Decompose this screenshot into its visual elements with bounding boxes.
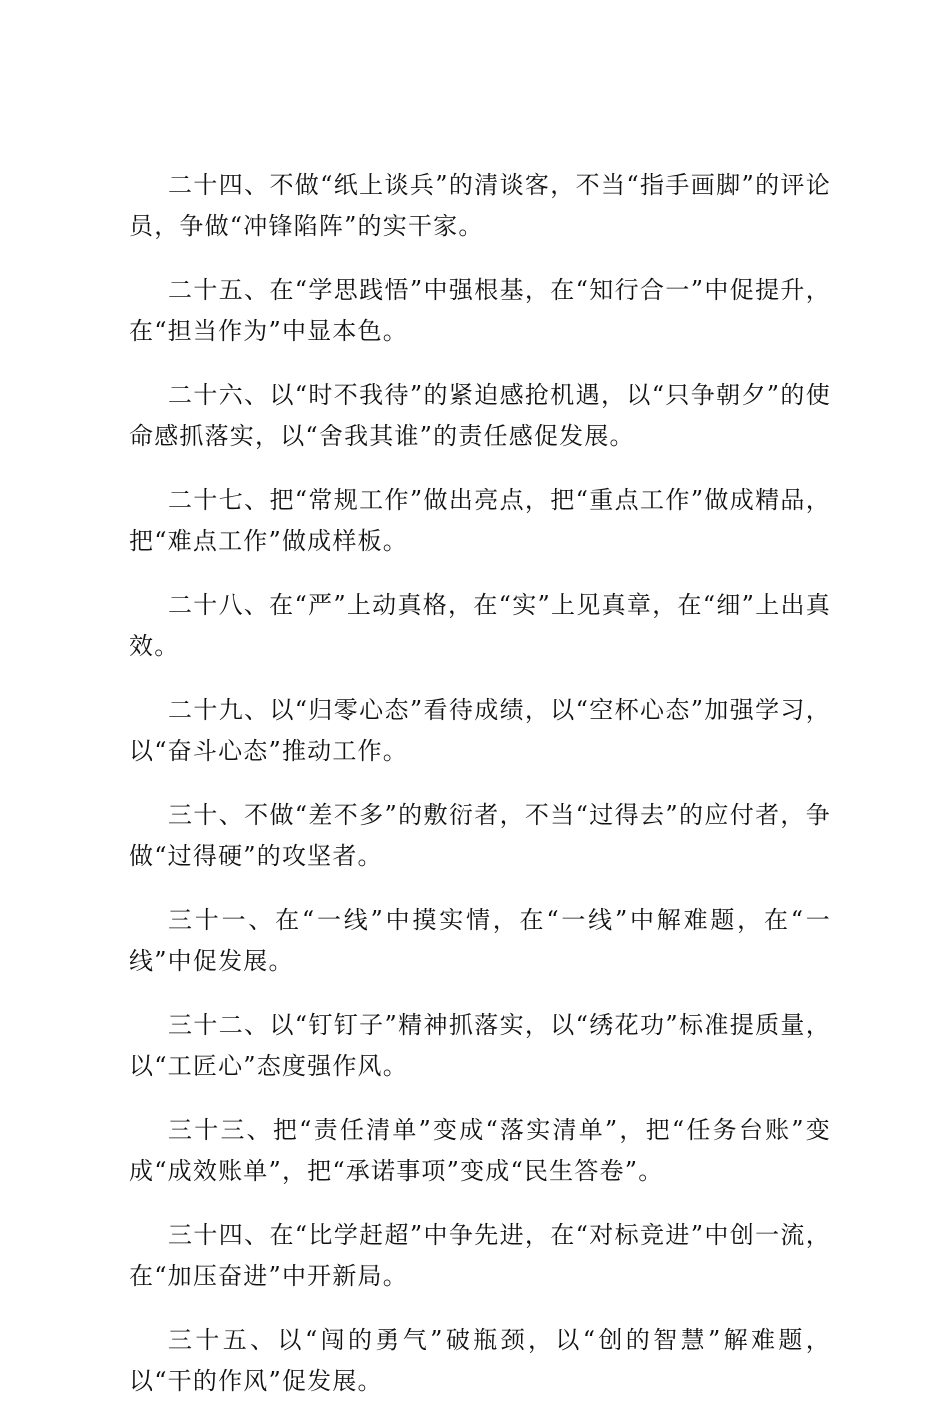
paragraph-25: 二十五、在“学思践悟”中强根基，在“知行合一”中促提升，在“担当作为”中显本色。: [129, 276, 831, 345]
paragraph-31: 三十一、在“一线”中摸实情，在“一线”中解难题，在“一线”中促发展。: [129, 906, 831, 975]
paragraph-24: 二十四、不做“纸上谈兵”的清谈客，不当“指手画脚”的评论员，争做“冲锋陷阵”的实干家。: [129, 171, 831, 240]
paragraph-30: 三十、不做“差不多”的敷衍者，不当“过得去”的应付者，争做“过得硬”的攻坚者。: [129, 801, 831, 870]
paragraph-26: 二十六、以“时不我待”的紧迫感抢机遇，以“只争朝夕”的使命感抓落实，以“舍我其谁”的责任感促发展。: [129, 381, 831, 450]
paragraph-34: 三十四、在“比学赶超”中争先进，在“对标竞进”中创一流，在“加压奋进”中开新局。: [129, 1221, 831, 1290]
document-body: [129, 165, 831, 1425]
paragraph-27: 二十七、把“常规工作”做出亮点，把“重点工作”做成精品，把“难点工作”做成样板。: [129, 486, 831, 555]
paragraph-35: 三十五、以“闯的勇气”破瓶颈，以“创的智慧”解难题，以“干的作风”促发展。: [129, 1326, 831, 1395]
paragraph-28: 二十八、在“严”上动真格，在“实”上见真章，在“细”上出真效。: [129, 591, 831, 660]
paragraph-33: 三十三、把“责任清单”变成“落实清单”，把“任务台账”变成“成效账单”，把“承诺事项”变成“民生答卷”。: [129, 1116, 831, 1185]
paragraph-29: 二十九、以“归零心态”看待成绩，以“空杯心态”加强学习，以“奋斗心态”推动工作。: [129, 696, 831, 765]
paragraph-32: 三十二、以“钉钉子”精神抓落实，以“绣花功”标准提质量，以“工匠心”态度强作风。: [129, 1011, 831, 1080]
